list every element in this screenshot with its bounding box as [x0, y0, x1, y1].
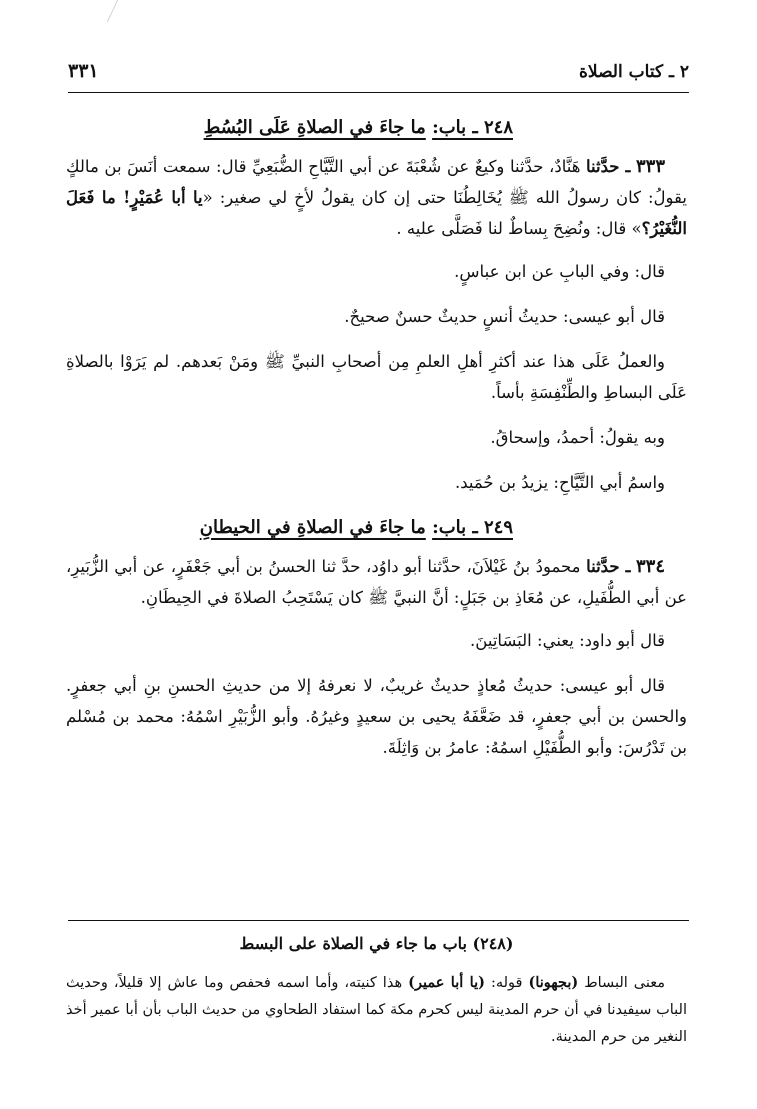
footnote-bold-term: (يا أبا عمير) [408, 974, 485, 991]
hadith-lead: ـ حدَّثنا [586, 157, 631, 176]
hadith-number: ٣٣٣ [635, 156, 665, 177]
hadith-text-end: » قال: ونُضِحَ بِساطٌ لنا فَصَلَّى عليه . [396, 219, 642, 238]
commentary-paragraph: قال أبو عيسى: حديثُ مُعاذٍ حديثٌ غريبٌ، لا نعرفهُ إلا من حديثِ الحسنِ بنِ أبي جعفرٍ. والحسن بن أبي جعفرٍ، قد ضَعَّفَهُ يحيى بن سعيدٍ وغيرُهُ. وأبو الزُّبَيْرِ اسْمُهُ: محمد بن مُسْلم بن تَدْرُسَ: وأبو الطُّفَيْلِ اسمُهُ: عامرُ بن وَاثِلَةَ. [66, 676, 687, 757]
page-number: ٣٣١ [68, 60, 99, 82]
page-header [68, 58, 689, 90]
chapter-heading-248 [66, 112, 687, 143]
chapter-number-label: ٢٤٩ ـ باب: [432, 517, 513, 538]
footnote-text-part: هذا كنيته، وأما اسمه فحفص وما عاش إلا قليلاً، وحديث الباب سيفيدنا في أن حرم المدينة ليس كحرم مكة كما استفاد الطحاوي من حديث الباب بأن أبا عمير أخذ النغير من حرم المدينة. [66, 975, 687, 1045]
commentary-paragraph: وبه يقولُ: أحمدُ، وإسحاقُ. [490, 428, 665, 447]
chapter-heading-249 [66, 512, 687, 543]
commentary-paragraph: واسمُ أبي التَّيَّاحِ: يزيدُ بن حُمَيد. [454, 473, 665, 492]
hadith-lead: ـ حدَّثنا [586, 557, 631, 576]
footnote-heading: (٢٤٨) باب ما جاء في الصلاة على البسط [239, 934, 514, 953]
hadith-text: محمودُ بنُ غَيْلاَنَ، حدَّثنا أبو داوُد، حدَّ ثنا الحسنُ بن أبي جَعْفَرٍ، عن أبي الزُّبَيرِ، عن أبي الطُّفَيلِ، عن مُعَاذِ بن جَبَلٍ: أنَّ النبيَّ ﷺ كان يَسْتَحِبُ الصلاةَ في الحِيطَانِ. [66, 557, 687, 607]
main-text [66, 112, 687, 777]
hadith-text: هَنَّادٌ، حدَّثنا وكيعٌ عن شُعْبَةَ عن أبي التَّيَّاحِ الضُّبَعِيِّ قال: سمعت أنَسَ بن مالكٍ يقولُ: كان رسولُ الله ﷺ يُخَالِطُنَا حتى إن كان يقولُ لأخٍ لي صغير: « [66, 157, 687, 207]
chapter-title: ما جاءَ في الصلاةِ في الحيطانِ [199, 517, 426, 538]
commentary-paragraph: قال: وفي البابِ عن ابن عباسٍ. [454, 262, 665, 281]
header-divider [68, 92, 689, 93]
footnote-text [66, 969, 687, 1051]
footnote-divider [68, 920, 689, 921]
hadith-333 [66, 151, 687, 244]
running-title: ٢ ـ كتاب الصلاة [579, 62, 689, 82]
commentary-paragraph: قال أبو عيسى: حديثُ أنسٍ حديثٌ حسنٌ صحيحٌ. [344, 307, 665, 326]
hadith-334 [66, 551, 687, 613]
footnote-text-part: قوله: [485, 975, 529, 991]
scan-mark [107, 0, 132, 22]
footnote-text-part: معنى البساط [578, 975, 665, 991]
commentary-paragraph: قال أبو داود: يعني: البَسَاتِينَ. [470, 631, 665, 650]
hadith-number: ٣٣٤ [636, 556, 666, 577]
chapter-title: ما جاءَ في الصلاةِ عَلَى البُسُطِ [203, 117, 426, 138]
footnote-bold-term: (بجهونا) [528, 974, 579, 991]
commentary-paragraph: والعملُ عَلَى هذا عند أكثرِ أهلِ العلمِ مِن أصحابِ النبيِّ ﷺ ومَنْ بَعدهم. لم يَرَوْا بالصلاةِ عَلَى البساطِ والطِّنْفِسَةِ بأساً. [66, 352, 687, 402]
hadith-quote: يا أبا عُمَيْرٍ! ما فَعَلَ النُّغَيْرُ؟ [66, 188, 687, 238]
footnotes [66, 930, 687, 1051]
chapter-number-label: ٢٤٨ ـ باب: [432, 117, 513, 138]
